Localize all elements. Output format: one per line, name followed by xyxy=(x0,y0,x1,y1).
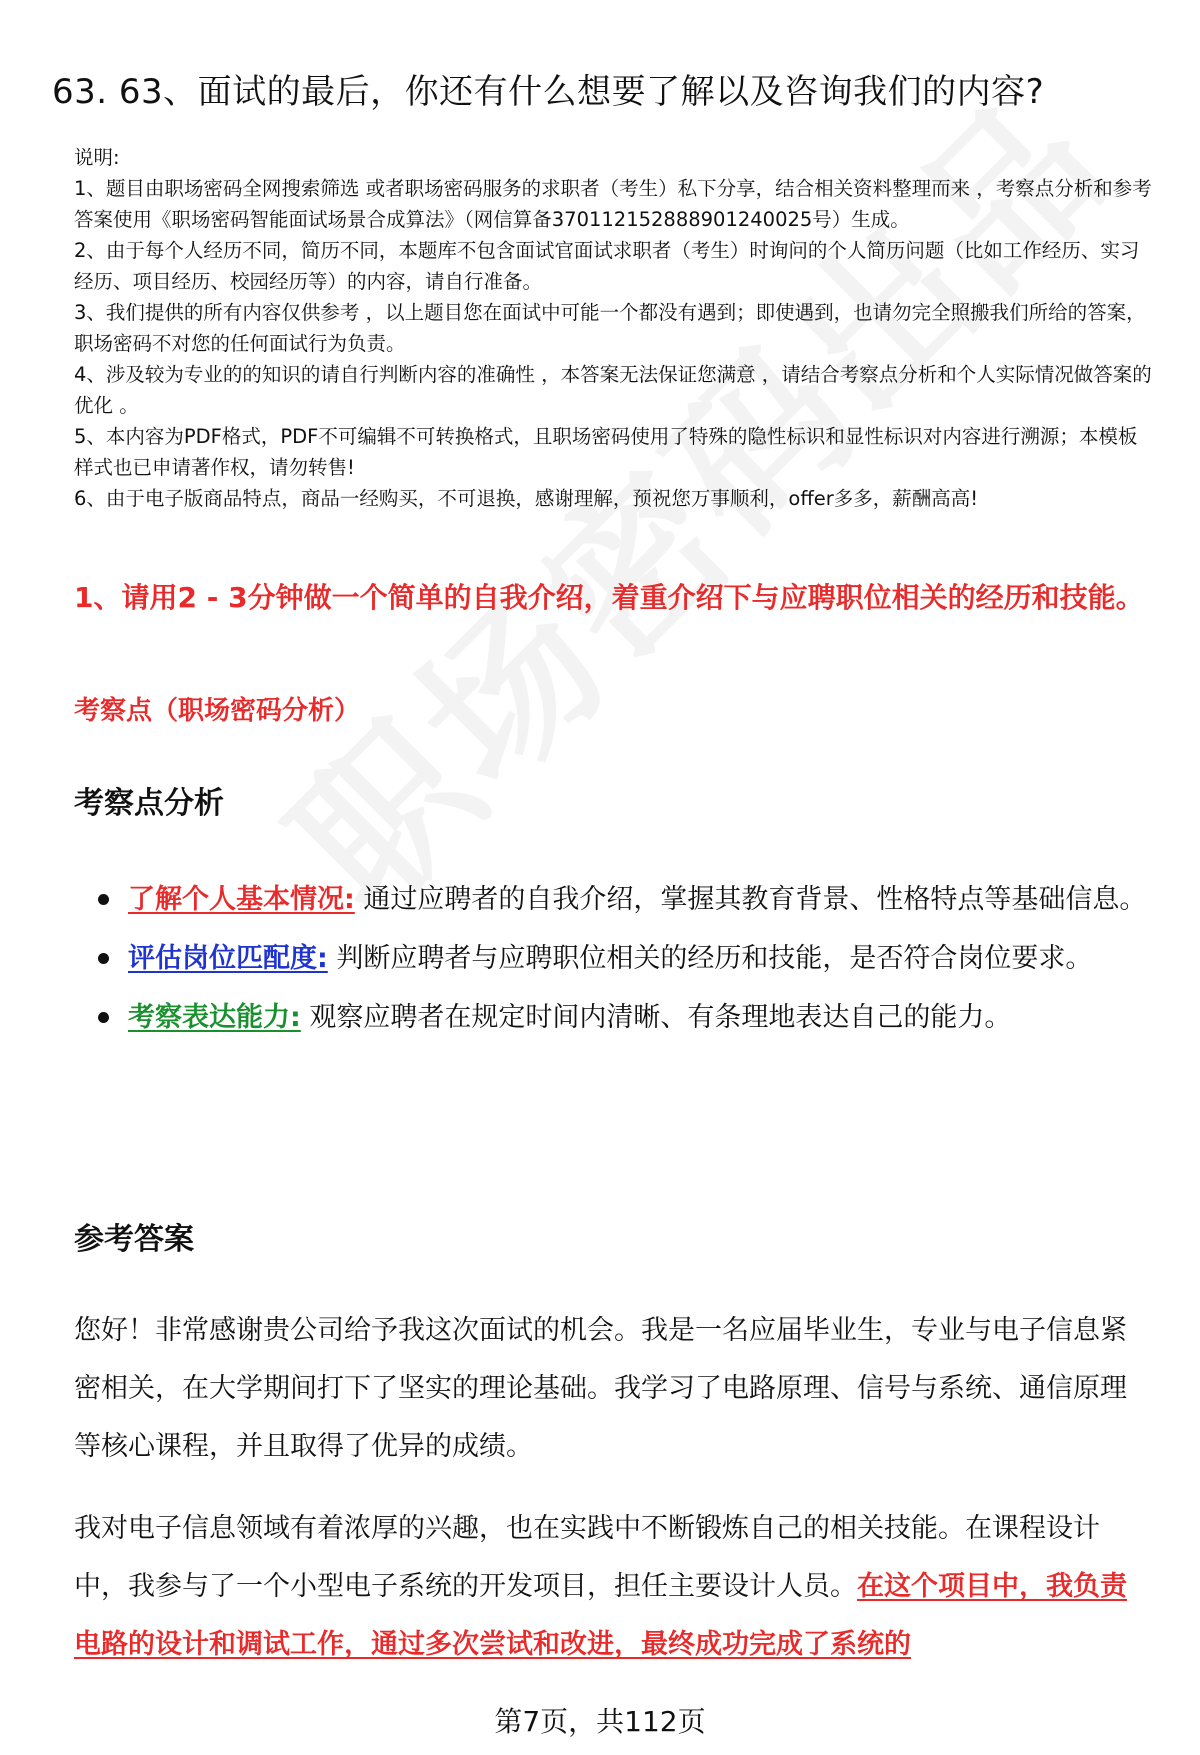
bullet-icon xyxy=(98,894,109,905)
point-text: 观察应聘者在规定时间内清晰、有条理地表达自己的能力。 xyxy=(309,1002,1012,1033)
analysis-points xyxy=(98,870,1148,1047)
note-item: 6、由于电子版商品特点，商品一经购买，不可退换，感谢理解，预祝您万事顺利，offer多多，薪酬高高! xyxy=(74,487,979,510)
point-keyword: 考察表达能力: xyxy=(128,1002,301,1033)
note-item: 1、题目由职场密码全网搜索筛选 或者职场密码服务的求职者（考生）私下分享，结合相关资料整理而来 ，考察点分析和参考答案使用《职场密码智能面试场景合成算法》（网信算备370112152888901240025号）生成。 xyxy=(74,177,1152,231)
notes-section xyxy=(74,142,1154,514)
point-text: 判断应聘者与应聘职位相关的经历和技能，是否符合岗位要求。 xyxy=(336,943,1093,974)
note-item: 4、涉及较为专业的的知识的请自行判断内容的准确性 ，本答案无法保证您满意 ，请结合考察点分析和个人实际情况做答案的优化 。 xyxy=(74,363,1152,417)
answer-heading: 参考答案 xyxy=(74,1222,194,1257)
answer-paragraph xyxy=(74,1500,1148,1674)
page-title: 63. 63、面试的最后，你还有什么想要了解以及咨询我们的内容? xyxy=(52,72,1045,112)
question-subtitle: 考察点（职场密码分析） xyxy=(74,696,361,726)
bullet-icon xyxy=(98,1012,109,1023)
answer-text: 我对电子信息领域有着浓厚的兴趣，也在实践中不断锻炼自己的相关技能。在课程设计中，我参与了一个小型电子系统的开发项目，担任主要设计人员。 xyxy=(74,1513,1100,1602)
question-title: 1、请用2 - 3分钟做一个简单的自我介绍，着重介绍下与应聘职位相关的经历和技能。 xyxy=(74,581,1144,614)
analysis-point xyxy=(98,929,1148,988)
answer-paragraph: 您好！非常感谢贵公司给予我这次面试的机会。我是一名应届毕业生，专业与电子信息紧密相关，在大学期间打下了坚实的理论基础。我学习了电路原理、信号与系统、通信原理等核心课程，并且取得了优异的成绩。 xyxy=(74,1315,1127,1462)
analysis-point xyxy=(98,870,1148,929)
bullet-icon xyxy=(98,953,109,964)
analysis-point xyxy=(98,988,1148,1047)
note-item: 5、本内容为PDF格式，PDF不可编辑不可转换格式，且职场密码使用了特殊的隐性标识和显性标识对内容进行溯源；本模板样式也已申请著作权，请勿转售! xyxy=(74,425,1138,479)
analysis-heading: 考察点分析 xyxy=(74,786,224,821)
note-item: 2、由于每个人经历不同，简历不同，本题库不包含面试官面试求职者（考生）时询问的个人简历问题（比如工作经历、实习经历、项目经历、校园经历等）的内容，请自行准备。 xyxy=(74,239,1140,293)
answer-highlight: 在这个项目中，我负责电路的设计和调试工作，通过多次尝试和改进，最终成功完成了系统的 xyxy=(74,1571,1127,1660)
answer-body xyxy=(74,1302,1148,1698)
note-item: 3、我们提供的所有内容仅供参考 ，以上题目您在面试中可能一个都没有遇到；即使遇到，也请勿完全照搬我们所给的答案，职场密码不对您的任何面试行为负责。 xyxy=(74,301,1146,355)
notes-heading: 说明: xyxy=(74,146,120,169)
point-keyword: 评估岗位匹配度: xyxy=(128,943,328,974)
point-text: 通过应聘者的自我介绍，掌握其教育背景、性格特点等基础信息。 xyxy=(363,884,1147,915)
point-keyword: 了解个人基本情况: xyxy=(128,884,355,915)
page-footer: 第7页，共112页 xyxy=(0,1702,1200,1742)
